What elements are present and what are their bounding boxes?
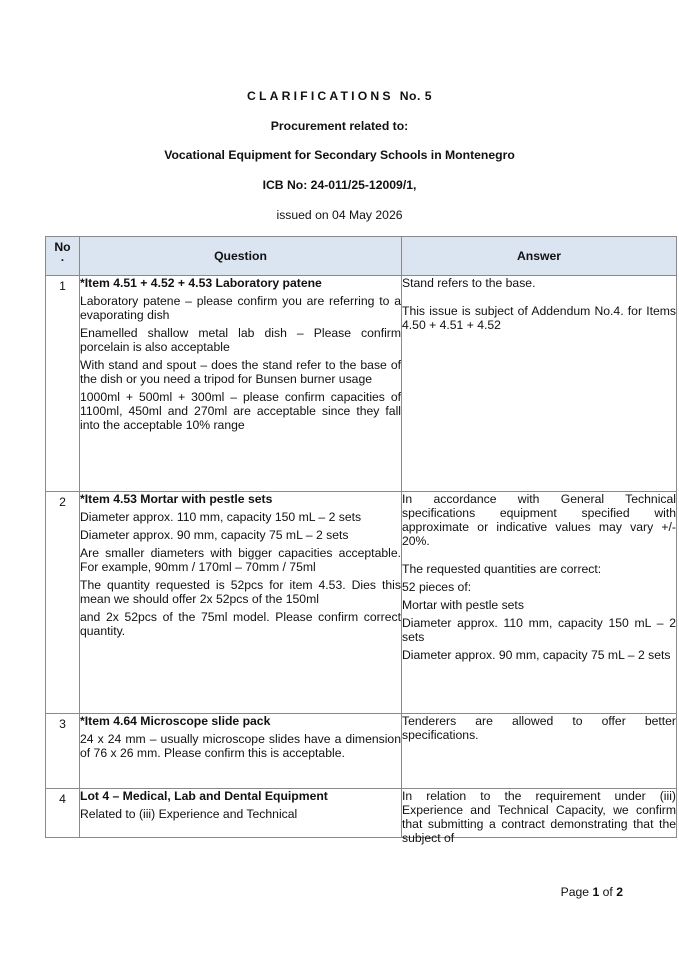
question-heading: Lot 4 – Medical, Lab and Dental Equipment (80, 789, 328, 803)
question-heading: *Item 4.53 Mortar with pestle sets (80, 492, 273, 506)
clarifications-table (45, 236, 677, 845)
question-text: With stand and spout – does the stand refer to the base of the dish or you need a tripod for Bunsen burner usage (80, 358, 401, 386)
question-heading: *Item 4.51 + 4.52 + 4.53 Laboratory patene (80, 276, 322, 290)
answer-text: This issue is subject of Addendum No.4. for Items 4.50 + 4.51 + 4.52 (402, 304, 676, 332)
question-text: Laboratory patene – please confirm you are referring to a evaporating dish (80, 294, 401, 322)
page-footer (561, 885, 623, 899)
issue-date: issued on 04 May 2026 (276, 208, 403, 222)
answer-clip (402, 789, 676, 845)
question-text: Enamelled shallow metal lab dish – Please confirm porcelain is also acceptable (80, 326, 401, 354)
page-total: 2 (616, 885, 623, 899)
header-question: Question (80, 237, 402, 276)
table-row (46, 789, 677, 838)
table-row (46, 714, 677, 789)
question-cell (80, 714, 402, 789)
question-cell (80, 276, 402, 492)
title-letters: CLARIFICATIONS (246, 89, 394, 103)
question-heading: *Item 4.64 Microscope slide pack (80, 714, 271, 728)
answer-text: Diameter approx. 90 mm, capacity 75 mL – 2 sets (402, 648, 671, 662)
answer-text: Diameter approx. 110 mm, capacity 150 mL – 2 sets (402, 616, 676, 644)
answer-text: Mortar with pestle sets (402, 598, 524, 612)
answer-cell (402, 714, 677, 789)
answer-text: 52 pieces of: (402, 580, 472, 594)
page-label: Page (560, 885, 590, 899)
row-number: 1 (46, 276, 80, 492)
project-name: Vocational Equipment for Secondary Schools in Montenegro (164, 148, 515, 162)
header-no-dot: . (60, 250, 65, 264)
question-cell (80, 492, 402, 714)
page-current: 1 (592, 885, 600, 899)
answer-text: Tenderers are allowed to offer better specifications. (402, 714, 676, 742)
question-text: 1000ml + 500ml + 300ml – please confirm capacities of 1100ml, 450ml and 270ml are acceptable since they fall into the acceptable 10% range (80, 390, 401, 432)
question-text: Are smaller diameters with bigger capacities acceptable. For example, 90mm / 170ml – 70mm / 75ml (80, 546, 401, 574)
row-number: 4 (46, 789, 80, 838)
question-clip (80, 789, 401, 834)
procurement-label: Procurement related to: (270, 119, 409, 133)
answer-cell (402, 789, 677, 845)
answer-text: In accordance with General Technical specifications equipment specified with approximate or indicative values may vary +/- 20%. (402, 492, 676, 548)
table-row (46, 492, 677, 714)
answer-text: The requested quantities are correct: (402, 562, 602, 576)
page-of: of (602, 885, 613, 899)
header-no: No . (46, 237, 80, 276)
answer-text: In relation to the requirement under (iii) Experience and Technical Capacity, we confirm that submitting a contract demonstrating that the subject of (402, 789, 676, 845)
row-number: 2 (46, 492, 80, 714)
document-title (0, 89, 679, 103)
question-text: Diameter approx. 90 mm, capacity 75 mL – 2 sets (80, 528, 349, 542)
question-text: Diameter approx. 110 mm, capacity 150 mL – 2 sets (80, 510, 362, 524)
question-text: Related to (iii) Experience and Technical (80, 807, 298, 821)
answer-text: Stand refers to the base. (402, 276, 536, 290)
table-row (46, 276, 677, 492)
question-text: and 2x 52pcs of the 75ml model. Please confirm correct quantity. (80, 610, 401, 638)
header-answer: Answer (402, 237, 677, 276)
row-number: 3 (46, 714, 80, 789)
question-cell (80, 789, 402, 838)
question-text: 24 x 24 mm – usually microscope slides have a dimension of 76 x 26 mm. Please confirm this is acceptable. (80, 732, 401, 760)
question-text: The quantity requested is 52pcs for item 4.53. Dies this mean we should offer 2x 52pcs of the 150ml (80, 578, 401, 606)
table-header-row (46, 237, 677, 276)
answer-cell (402, 492, 677, 714)
icb-number: ICB No: 24-011/25-12009/1, (262, 178, 417, 192)
title-number: No. 5 (399, 89, 433, 103)
answer-cell (402, 276, 677, 492)
